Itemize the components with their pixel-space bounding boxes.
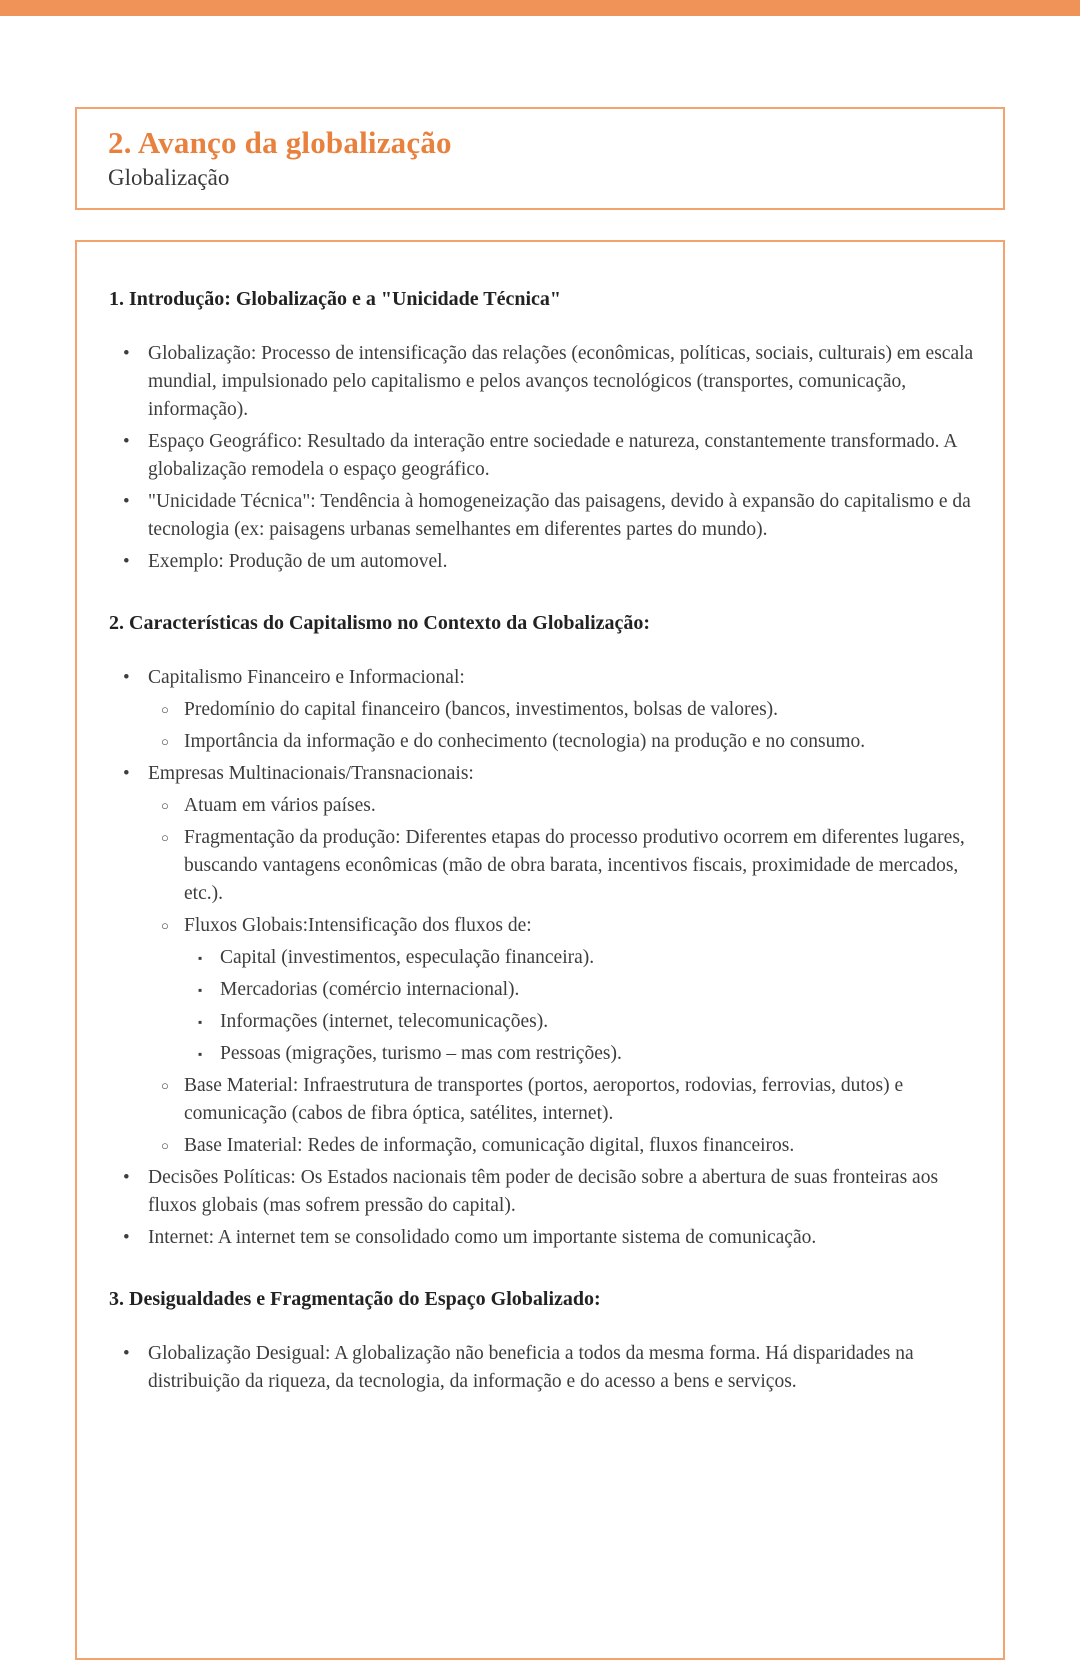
list-item: [109, 912, 975, 940]
bullet-marker-icon: •: [123, 343, 130, 364]
list-item: [109, 1340, 975, 1396]
bullet-marker-icon: •: [123, 551, 130, 572]
content-box: [75, 240, 1005, 1660]
list-item: [109, 340, 975, 424]
list-item-text: Globalização: Processo de intensificação das relações (econômicas, políticas, sociais, culturais) em escala mundial, impulsionado pelo capitalismo e pelos avanços tecnológicos (transportes, comunicação, informação).: [148, 343, 974, 420]
list-item-text: Atuam em vários países.: [184, 795, 376, 816]
list-item: [109, 428, 975, 484]
list-item-text: Capital (investimentos, especulação financeira).: [220, 947, 595, 968]
list-item: [109, 1132, 975, 1160]
title-box: [75, 107, 1005, 210]
bullet-marker-icon: •: [123, 667, 130, 688]
bullet-marker-icon: •: [123, 491, 130, 512]
bullet-marker-icon: ○: [161, 702, 169, 717]
bullet-marker-icon: ○: [161, 1138, 169, 1153]
list-item-text: Exemplo: Produção de um automovel.: [148, 551, 448, 572]
list-item-text: Decisões Políticas: Os Estados nacionais têm poder de decisão sobre a abertura de suas fronteiras aos fluxos globais (mas sofrem pressão do capital).: [148, 1167, 939, 1216]
bullet-marker-icon: ○: [161, 798, 169, 813]
list-item-text: Importância da informação e do conhecimento (tecnologia) na produção e no consumo.: [184, 731, 866, 752]
list-item-text: Empresas Multinacionais/Transnacionais:: [148, 763, 474, 784]
list-item: [109, 1224, 975, 1252]
list-item-text: Pessoas (migrações, turismo – mas com restrições).: [220, 1043, 622, 1064]
list-item-text: Fluxos Globais:Intensificação dos fluxos de:: [184, 915, 532, 936]
list-item: [109, 792, 975, 820]
list-item: [109, 1008, 975, 1036]
bullet-marker-icon: •: [123, 1167, 130, 1188]
list-item: [109, 824, 975, 908]
list-item: [109, 664, 975, 692]
list-item: [109, 548, 975, 576]
list-item-text: Internet: A internet tem se consolidado como um importante sistema de comunicação.: [148, 1227, 817, 1248]
bullet-marker-icon: •: [123, 431, 130, 452]
bullet-marker-icon: ▪: [198, 1047, 203, 1061]
list-item-text: Fragmentação da produção: Diferentes etapas do processo produtivo ocorrem em diferentes lugares, buscando vantagens econômicas (mão de obra barata, incentivos fiscais, proximidade de mercados, etc.).: [184, 827, 965, 904]
list-item-text: Globalização Desigual: A globalização não beneficia a todos da mesma forma. Há disparidades na distribuição da riqueza, da tecnologia, da informação e do acesso a bens e serviços.: [148, 1343, 914, 1392]
content-sections: [109, 286, 975, 1396]
section-heading: 3. Desigualdades e Fragmentação do Espaço Globalizado:: [109, 1288, 601, 1310]
list-item: [109, 1072, 975, 1128]
list-item: [109, 1164, 975, 1220]
list-item-text: Base Material: Infraestrutura de transportes (portos, aeroportos, rodovias, ferrovias, dutos) e comunicação (cabos de fibra óptica, satélites, internet).: [184, 1075, 904, 1124]
list-item-text: Espaço Geográfico: Resultado da interação entre sociedade e natureza, constantemente transformado. A globalização remodela o espaço geográfico.: [148, 431, 957, 480]
bullet-marker-icon: ○: [161, 734, 169, 749]
list-item: [109, 728, 975, 756]
bullet-marker-icon: •: [123, 763, 130, 784]
section-heading: 2. Características do Capitalismo no Contexto da Globalização:: [109, 612, 651, 634]
bullet-marker-icon: ▪: [198, 951, 203, 965]
list-item-text: Capitalismo Financeiro e Informacional:: [148, 667, 465, 688]
list-item: [109, 976, 975, 1004]
list-item: [109, 696, 975, 724]
list-item-text: Base Imaterial: Redes de informação, comunicação digital, fluxos financeiros.: [184, 1135, 795, 1156]
section-heading: 1. Introdução: Globalização e a "Unicidade Técnica": [109, 288, 562, 310]
list-item: [109, 944, 975, 972]
bullet-marker-icon: ○: [161, 1078, 169, 1093]
list-item-text: Mercadorias (comércio internacional).: [220, 979, 520, 1000]
bullet-marker-icon: ▪: [198, 1015, 203, 1029]
bullet-marker-icon: ○: [161, 830, 169, 845]
page-title: 2. Avanço da globalização: [108, 125, 452, 160]
top-accent-bar: [0, 0, 1080, 16]
list-item-text: "Unicidade Técnica": Tendência à homogeneização das paisagens, devido à expansão do capitalismo e da tecnologia (ex: paisagens urbanas semelhantes em diferentes partes do mundo).: [148, 491, 971, 540]
list-item: [109, 760, 975, 788]
bullet-marker-icon: ▪: [198, 983, 203, 997]
list-item-text: Predomínio do capital financeiro (bancos, investimentos, bolsas de valores).: [184, 699, 779, 720]
list-item-text: Informações (internet, telecomunicações).: [220, 1011, 549, 1032]
bullet-marker-icon: ○: [161, 918, 169, 933]
bullet-marker-icon: •: [123, 1227, 130, 1248]
bullet-marker-icon: •: [123, 1343, 130, 1364]
list-item: [109, 1040, 975, 1068]
page-subtitle: Globalização: [108, 164, 230, 190]
list-item: [109, 488, 975, 544]
